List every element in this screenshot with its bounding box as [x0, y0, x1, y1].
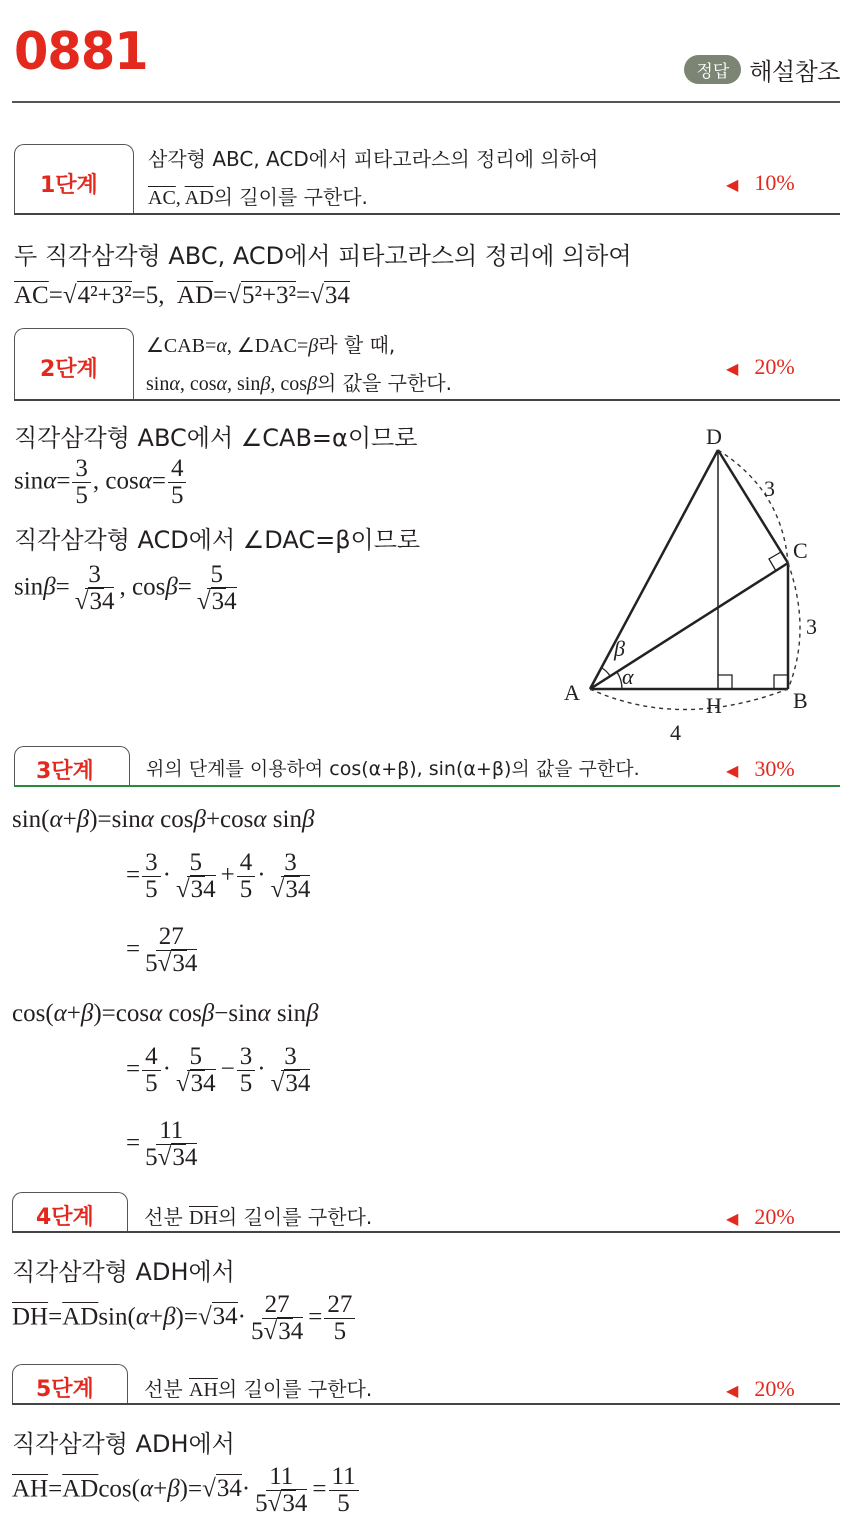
- ah-formula: $\overline{AH}=\overline{AD}\cos(\alpha+\beta)=√34\cdot$ $\frac{11}{5√34}$ = $\frac{11}{5}$: [12, 1464, 361, 1518]
- s2-formula-2: sinβ= $\frac{3}{√34}$ , cosβ= $\frac{5}{√34}$: [14, 561, 237, 616]
- step4-desc: 선분 $\overline{DH}$의 길이를 구한다.: [144, 1205, 373, 1229]
- step2-percent: ◀ 20%: [726, 354, 795, 379]
- step3-label: 3단계: [36, 759, 94, 784]
- s2-text-2: 직각삼각형 ACD에서 ∠DAC=β이므로: [14, 526, 421, 554]
- side-bc-label: 3: [806, 614, 817, 639]
- step1-desc-1: 삼각형 ABC, ACD에서 피타고라스의 정리에 의하여: [148, 147, 599, 171]
- step4-rule: [12, 1231, 840, 1233]
- side-ab-label: 4: [670, 720, 681, 745]
- s5-text: 직각삼각형 ADH에서: [12, 1430, 235, 1458]
- point-H-label: H: [706, 693, 722, 718]
- step4-percent: ◀ 20%: [726, 1204, 795, 1229]
- step1-label: 1단계: [40, 173, 98, 198]
- sin-sum-line-1: sin(α+β)=sinα cosβ+cosα sinβ: [12, 806, 315, 833]
- step5-percent: ◀ 20%: [726, 1376, 795, 1401]
- alpha-label: α: [622, 664, 634, 689]
- sin-sum-result: = $\frac{27}{5√34}$: [126, 923, 198, 978]
- triangle-diagram: [550, 410, 850, 750]
- point-C-label: C: [793, 538, 808, 563]
- side-cd-label: 3: [764, 476, 775, 501]
- s1-formula: $\overline{AC}=√4^2+3^2=5$, $\overline{AD}=√5^2+3^2=√34$: [14, 282, 350, 309]
- cos-sum-line-2: = $\frac{4}{5}$ · $\frac{5}{√34}$ − $\frac{3}{5}$ · $\frac{3}{√34}$: [126, 1043, 311, 1098]
- dh-formula: $\overline{DH}=\overline{AD}\sin(\alpha+\beta)=√34\cdot$ $\frac{27}{5√34}$ = $\frac{27}{5}$: [12, 1292, 357, 1346]
- step4-label: 4단계: [36, 1205, 94, 1230]
- step3-percent: ◀ 30%: [726, 756, 795, 781]
- answer-badge: 정답: [684, 55, 741, 84]
- step5-rule: [12, 1403, 840, 1405]
- step2-desc-2: sinα, cosα, sinβ, cosβ의 값을 구한다.: [146, 371, 452, 395]
- sin-sum-line-2: = $\frac{3}{5}$ · $\frac{5}{√34}$ + $\frac{4}{5}$ · $\frac{3}{√34}$: [126, 849, 311, 904]
- answer-reference: [684, 52, 840, 87]
- step3-desc: 위의 단계를 이용하여 cos(α+β), sin(α+β)의 값을 구한다.: [146, 758, 640, 780]
- point-B-label: B: [793, 688, 808, 713]
- s2-formula-1: sinα= $\frac{3}{5}$ , cosα= $\frac{4}{5}$: [14, 456, 188, 510]
- step2-label: 2단계: [40, 357, 98, 382]
- answer-ref-text: 해설참조: [749, 58, 840, 86]
- beta-label: β: [614, 636, 625, 661]
- problem-number: 0881: [14, 22, 148, 82]
- step2-desc-1: ∠CAB=α, ∠DAC=β라 할 때,: [146, 333, 396, 357]
- step5-desc: 선분 $\overline{AH}$의 길이를 구한다.: [144, 1377, 373, 1401]
- header-rule: [12, 101, 840, 103]
- point-D-label: D: [706, 424, 722, 449]
- cos-sum-result: = $\frac{11}{5√34}$: [126, 1117, 198, 1172]
- cos-sum-line-1: cos(α+β)=cosα cosβ−sinα sinβ: [12, 1000, 319, 1027]
- s1-text: 두 직각삼각형 ABC, ACD에서 피타고라스의 정리에 의하여: [14, 242, 632, 270]
- step1-percent: ◀ 10%: [726, 170, 795, 195]
- step1-desc-2: $\overline{AC}$, $\overline{AD}$의 길이를 구한다.: [148, 185, 368, 209]
- s2-text-1: 직각삼각형 ABC에서 ∠CAB=α이므로: [14, 424, 418, 452]
- step5-label: 5단계: [36, 1377, 94, 1402]
- s4-text: 직각삼각형 ADH에서: [12, 1258, 235, 1286]
- point-A-label: A: [564, 680, 580, 705]
- step1-rule: [14, 213, 840, 215]
